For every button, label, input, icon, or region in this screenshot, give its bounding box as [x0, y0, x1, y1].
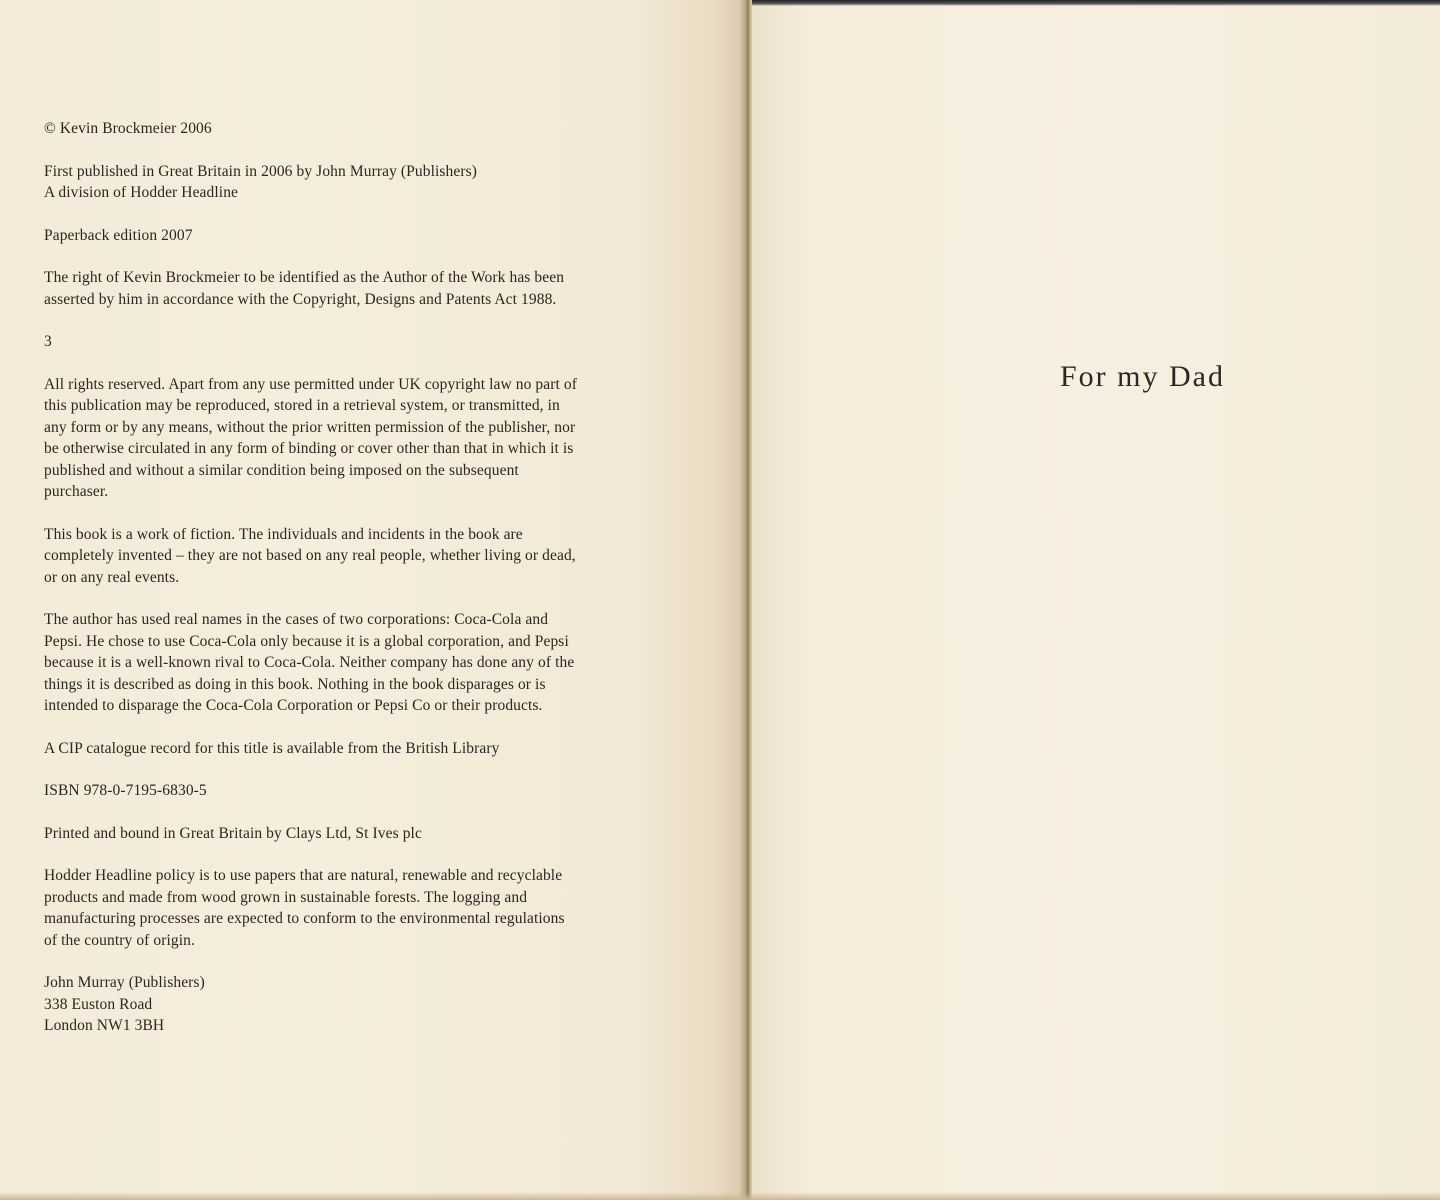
paragraph-line: Hodder Headline policy is to use papers that are natural, renewable and recyclable: [44, 867, 563, 884]
paragraph-line: asserted by him in accordance with the Copyright, Designs and Patents Act 1988.: [44, 290, 557, 308]
paragraph-line: of the country of origin.: [44, 931, 196, 949]
isbn-line: ISBN 978-0-7195-6830-5: [44, 782, 207, 799]
rights-reserved-paragraph: [44, 374, 684, 503]
moral-right-paragraph: [44, 267, 684, 310]
address-line: London NW1 3BH: [44, 1017, 165, 1034]
page-top-edge: [752, 0, 1440, 6]
address-line: John Murray (Publishers): [44, 974, 205, 991]
imprint-text: [44, 118, 684, 1058]
paragraph-line: purchaser.: [44, 483, 109, 500]
paragraph-line: completely invented – they are not based on any real people, whether living or dead,: [44, 547, 576, 564]
printing-number: 3: [44, 333, 52, 350]
cip-line: A CIP catalogue record for this title is available from the British Library: [44, 739, 500, 757]
trademark-notice-paragraph: [44, 609, 684, 717]
copyright-line: © Kevin Brockmeier 2006: [44, 120, 212, 137]
edition-line: Paperback edition 2007: [44, 226, 193, 244]
paragraph-line: All rights reserved. Apart from any use permitted under UK copyright law no part of: [44, 375, 578, 393]
first-published-paragraph: [44, 161, 684, 204]
paragraph-line: intended to disparage the Coca-Cola Corporation or Pepsi Co or their products.: [44, 697, 543, 714]
printer-line: Printed and bound in Great Britain by Clays Ltd, St Ives plc: [44, 824, 422, 842]
paragraph-line: The right of Kevin Brockmeier to be identified as the Author of the Work has been: [44, 269, 565, 286]
paragraph-line: A division of Hodder Headline: [44, 184, 239, 201]
paragraph-line: be otherwise circulated in any form of binding or cover other than that in which it is: [44, 440, 574, 457]
paragraph-line: This book is a work of fiction. The individuals and incidents in the book are: [44, 525, 523, 543]
paragraph-line: Pepsi. He chose to use Coca-Cola only because it is a global corporation, and Pepsi: [44, 632, 569, 650]
paragraph-line: because it is a well-known rival to Coca-Cola. Neither company has done any of the: [44, 654, 575, 671]
paragraph-line: First published in Great Britain in 2006 by John Murray (Publishers): [44, 162, 478, 180]
dedication-page: [752, 0, 1440, 1200]
address-line: 338 Euston Road: [44, 995, 153, 1013]
paragraph-line: or on any real events.: [44, 568, 180, 586]
paragraph-line: things it is described as doing in this book. Nothing in the book disparages or is: [44, 675, 546, 693]
dedication-text: For my Dad: [1060, 360, 1225, 393]
paragraph-line: this publication may be reproduced, stored in a retrieval system, or transmitted, in: [44, 397, 560, 414]
paragraph-line: manufacturing processes are expected to conform to the environmental regulations: [44, 910, 565, 927]
paper-policy-paragraph: [44, 865, 684, 951]
paragraph-line: any form or by any means, without the prior written permission of the publisher, nor: [44, 418, 576, 436]
paragraph-line: The author has used real names in the cases of two corporations: Coca-Cola and: [44, 611, 549, 628]
fiction-notice-paragraph: [44, 524, 684, 589]
paragraph-line: published and without a similar condition being imposed on the subsequent: [44, 461, 519, 479]
page-bottom-edge: [0, 1192, 1440, 1200]
paragraph-line: products and made from wood grown in sustainable forests. The logging and: [44, 888, 528, 906]
publisher-address: [44, 972, 684, 1037]
